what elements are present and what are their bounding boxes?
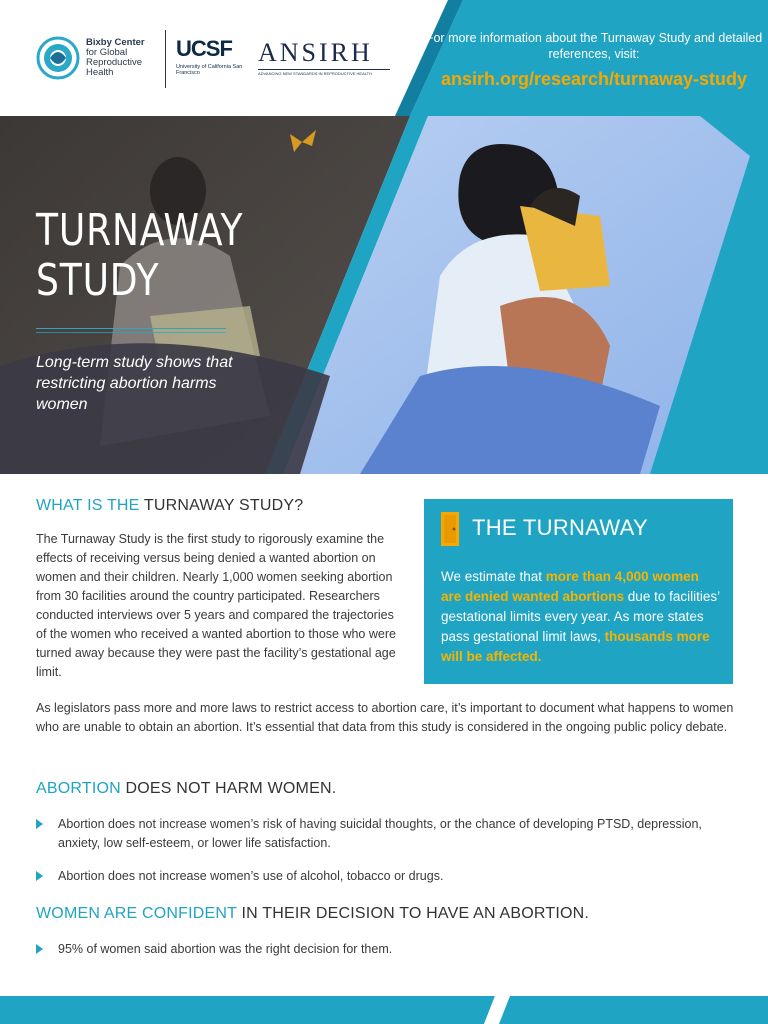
list-item [36,867,736,886]
hero-title [36,206,243,306]
door-icon [440,511,460,547]
hero-banner [0,116,768,474]
turnaway-highlight-1: more than 4,000 women are denied wanted abortions [441,569,699,604]
bullet-text: Abortion does not increase women’s use of alcohol, tobacco or drugs. [58,869,444,883]
list-item [36,815,736,853]
confident-heading [36,905,589,923]
turnaway-highlight-2: thousands more will be affected. [441,629,710,664]
hero-subtitle: Long-term study shows that restricting abortion harms women [36,354,233,413]
harm-heading-accent: ABORTION [36,780,121,797]
footer-teal-bar [0,996,768,1024]
harm-heading-rest: DOES NOT HARM WOMEN. [120,780,337,797]
list-item [36,940,736,959]
bixby-center-name: Bixby Center for Global Reproductive Health [86,37,145,78]
bullet-triangle-icon [36,819,43,829]
ansirh-tagline: ADVANCING NEW STANDARDS IN REPRODUCTIVE HEALTH [258,69,390,76]
turnaway-callout-body [441,567,721,667]
hero-title-line-2: STUDY [36,255,160,306]
hero-title-line-1: TURNAWAY [36,205,244,256]
what-is-heading-rest: TURNAWAY STUDY? [143,497,304,514]
turnaway-callout-title: THE TURNAWAY [472,515,648,540]
header-info [420,30,768,90]
what-is-heading [36,497,303,515]
harm-heading [36,780,336,798]
bullet-text: 95% of women said abortion was the right decision for them. [58,942,393,956]
harm-bullet-list [36,815,736,900]
what-is-heading-accent: WHAT IS THE [36,497,144,514]
ucsf-wordmark: UCSF [176,36,232,61]
policy-paragraph: As legislators pass more and more laws to restrict access to abortion care, it’s important to document what happens to women who are unable to obtain an abortion. It’s essential that data from this study is considered in the ongoing public policy debate. [36,701,734,734]
logo-divider [165,30,166,88]
bullet-text: Abortion does not increase women’s risk of having suicidal thoughts, or the chance of developing PTSD, depression, anxiety, low self-esteem, or lower life satisfaction. [58,817,702,850]
confident-bullet-list [36,940,736,973]
ansirh-logo [258,38,390,76]
turnaway-text-1: We estimate that [441,569,546,584]
ansirh-wordmark: ANSIRH [258,38,373,67]
turnaway-callout [424,499,733,684]
header [0,0,768,116]
bullet-triangle-icon [36,944,43,954]
turnaway-text-2: due to facilities’ gestational limits every year. As more states pass gestational limit laws, [441,589,720,644]
more-info-text: For more information about the Turnaway Study and detailed references, visit: [425,31,763,61]
ucsf-subtitle: University of California San Francisco [176,64,243,76]
hero-divider [36,328,226,329]
confident-heading-accent: WOMEN ARE CONFIDENT [36,905,237,922]
bullet-triangle-icon [36,871,43,881]
what-is-body: The Turnaway Study is the first study to rigorously examine the effects of receiving versus being denied a wanted abortion on women and their children. Nearly 1,000 women seeking abortion from 30 facilities around the country participated. Researchers conducted interviews over 5 years and compared the trajectories of the women who received a wanted abortion to those who were turned away because they were past the facility’s gestational age limit. [36,532,396,679]
bixby-center-logo [36,36,166,80]
ucsf-logo [176,36,246,76]
confident-heading-rest: IN THEIR DECISION TO HAVE AN ABORTION. [236,905,590,922]
study-url-link[interactable]: ansirh.org/research/turnaway-study [440,69,748,89]
hero-divider-secondary [36,332,226,333]
globe-icon [36,36,80,80]
